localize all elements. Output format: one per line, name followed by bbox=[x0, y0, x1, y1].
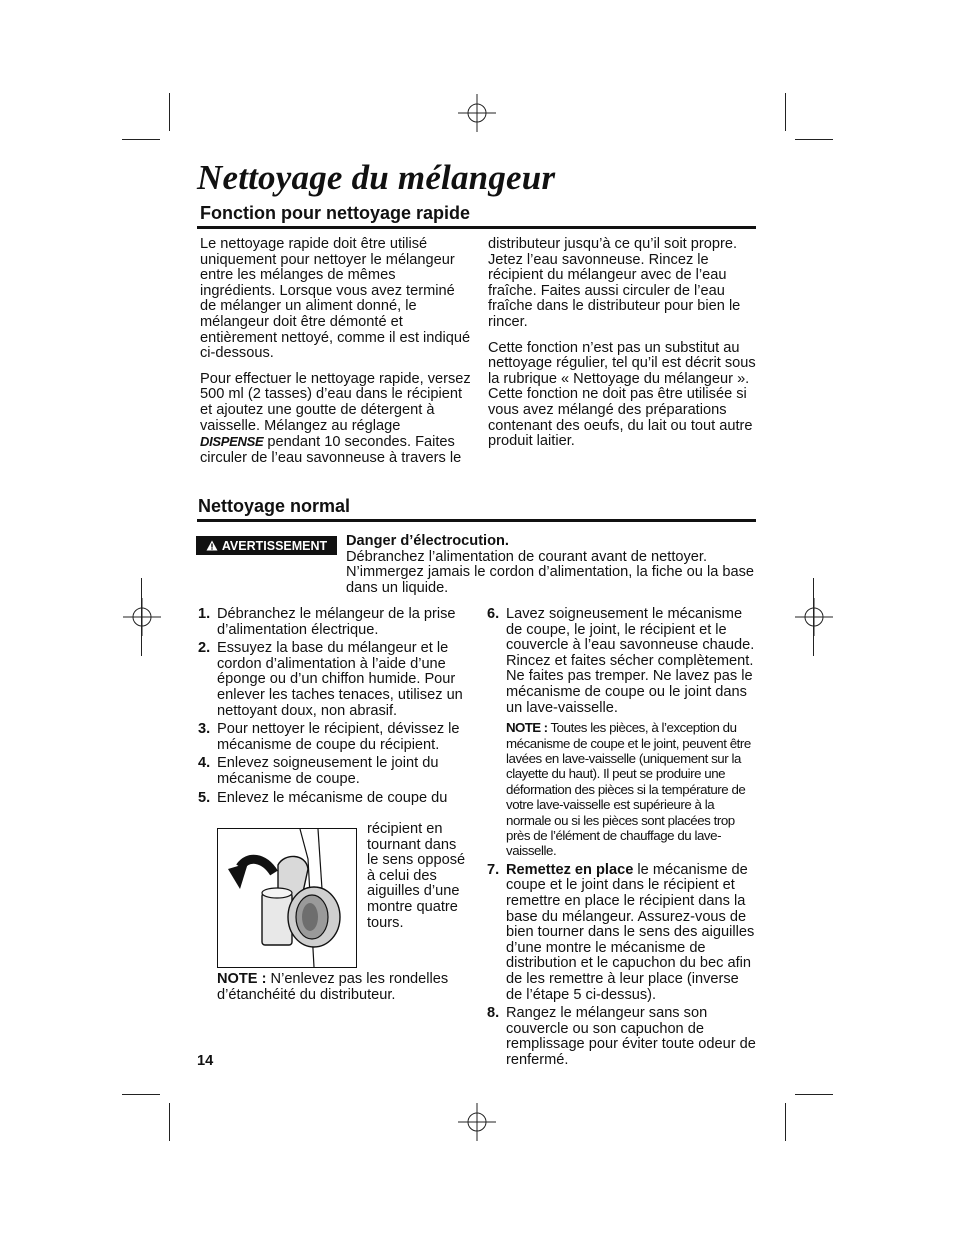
warning-body: Débranchez l’alimentation de courant avant de nettoyer. N’immergez jamais le cordon d’alimentation, la fiche ou la base dans un liquide. bbox=[346, 548, 755, 596]
crop-mark bbox=[169, 1103, 170, 1141]
steps-right-column bbox=[487, 607, 757, 1072]
list-item: 3. Pour nettoyer le récipient, dévissez le mécanisme de coupe du récipient. bbox=[198, 721, 460, 753]
list-item: 7. Remettez en place le mécanisme de coupe et le joint dans le récipient et remettre en place le récipient dans la base du mélangeur. Assurez-vous de bien tourner dans le sens des aiguilles d’une montre le mécanisme de distribution et le capuchon du bec afin de les remettre à leur place (inverse de l’étape 5 ci-dessus). bbox=[487, 861, 755, 1003]
step5-first-line: Enlevez le mécanisme de coupe du bbox=[217, 789, 448, 806]
list-item: 5. Enlevez le mécanisme de coupe du bbox=[198, 789, 448, 806]
crosshair-icon bbox=[795, 598, 833, 636]
steps-left-column bbox=[198, 607, 470, 809]
note-label: NOTE : bbox=[217, 971, 267, 987]
step5-continued: récipient en tournant dans le sens opposé à celui des aiguilles d’une montre quatre tours. bbox=[367, 821, 466, 931]
crosshair-icon bbox=[123, 598, 161, 636]
crop-mark bbox=[795, 1094, 833, 1095]
crop-mark bbox=[795, 139, 833, 140]
quick-left-column bbox=[200, 237, 472, 476]
quick-paragraph-2 bbox=[200, 372, 472, 467]
cutting-assembly-illustration bbox=[217, 828, 357, 968]
list-item: 4. Enlevez soigneusement le joint du mécanisme de coupe. bbox=[198, 755, 439, 787]
warning-text bbox=[346, 534, 756, 596]
crosshair-icon bbox=[458, 1103, 496, 1141]
list-item: 8. Rangez le mélangeur sans son couvercle ou son capuchon de remplissage pour éviter toute odeur de renfermé. bbox=[487, 1005, 756, 1068]
warning-title: Danger d’électrocution. bbox=[346, 533, 509, 549]
crop-mark bbox=[122, 1094, 160, 1095]
warning-triangle-icon bbox=[206, 540, 218, 551]
section-rule bbox=[197, 519, 756, 522]
crosshair-icon bbox=[458, 94, 496, 132]
section-rule bbox=[197, 226, 756, 229]
warning-badge bbox=[196, 536, 337, 555]
step6-note: NOTE : Toutes les pièces, à l’exception du mécanisme de coupe et le joint, peuvent être lavées en lave-vaisselle (uniquement sur la clayette du haut). Il peut se produire une déformation des pièces si la température de votre lave-vaisselle est supérieure à la normale ou si les pièces sont placées trop près de l’élément de chauffage du lave-vaisselle. bbox=[506, 720, 751, 859]
quick-paragraph-4: Cette fonction n’est pas un substitut au nettoyage régulier, tel qu’il est décrit sous la rubrique « Nettoyage du mélangeur ». Cette fonction ne doit pas être utilisée si vous avez mélangé des préparations contenant des oeufs, du lait ou tout autre produit laitier. bbox=[488, 339, 756, 450]
crop-mark bbox=[785, 1103, 786, 1141]
quick-paragraph-3: distributeur jusqu’à ce qu’il soit propre. Jetez l’eau savonneuse. Rincez le récipient du mélangeur avec de l’eau fraîche. Faites aussi circuler de l’eau fraîche dans le distributeur pour bien le rincer. bbox=[488, 236, 741, 330]
unscrew-illustration bbox=[218, 829, 356, 967]
warning-label: AVERTISSEMENT bbox=[221, 538, 328, 553]
quick-right-column bbox=[488, 237, 756, 460]
crop-mark bbox=[785, 93, 786, 131]
section-heading-quick: Fonction pour nettoyage rapide bbox=[200, 203, 471, 223]
crop-mark bbox=[122, 139, 160, 140]
crop-mark bbox=[141, 578, 142, 656]
dispense-setting: DISPENSE bbox=[200, 434, 264, 450]
page-number: 14 bbox=[197, 1053, 214, 1069]
list-item: 1. Débranchez le mélangeur de la prise d’alimentation électrique. bbox=[198, 606, 456, 638]
step5-note: NOTE : N’enlevez pas les rondelles d’étanchéité du distributeur. bbox=[217, 971, 449, 1003]
list-item: 2. Essuyez la base du mélangeur et le cordon d’alimentation à l’aide d’une éponge ou d’un chiffon humide. Pour enlever les taches tenaces, utilisez un nettoyant doux, non abrasif. bbox=[198, 640, 463, 719]
quick-paragraph-2-a: Pour effectuer le nettoyage rapide, versez 500 ml (2 tasses) d’eau dans le récipient et ajoutez une goutte de détergent à vaisselle. Mélangez au réglage bbox=[200, 370, 471, 434]
section-heading-normal: Nettoyage normal bbox=[198, 496, 351, 516]
quick-paragraph-2-b: pendant 10 secondes. Faites circuler de l’eau savonneuse à travers le bbox=[200, 434, 462, 466]
crop-mark bbox=[813, 578, 814, 656]
page-title: Nettoyage du mélangeur bbox=[197, 158, 556, 197]
crop-mark bbox=[169, 93, 170, 131]
quick-paragraph-1: Le nettoyage rapide doit être utilisé uniquement pour nettoyer le mélangeur entre les mélanges de mêmes ingrédients. Lorsque vous avez terminé de mélanger un aliment donné, le mélangeur doit être démonté et entièrement nettoyé, comme il est indiqué ci-dessous. bbox=[200, 236, 471, 362]
list-item: 6. Lavez soigneusement le mécanisme de coupe, le joint, le récipient et le couvercle à l’eau savonneuse chaude. Rincez et faites sécher complètement. Ne faites pas tremper. Ne lavez pas le mécanisme de coupe ou le joint dans un lave-vaisselle. NOTE : Toutes les pièces, à l’exception du mécanisme de coupe et le joint, peuvent être lavées en lave-vaisselle (uniquement sur la clayette du haut). Il peut se produire une déformation des pièces si la température de votre lave-vaisselle est supérieure à la normale ou si les pièces sont placées trop près de l’élément de chauffage du lave-vaisselle. bbox=[487, 607, 757, 859]
